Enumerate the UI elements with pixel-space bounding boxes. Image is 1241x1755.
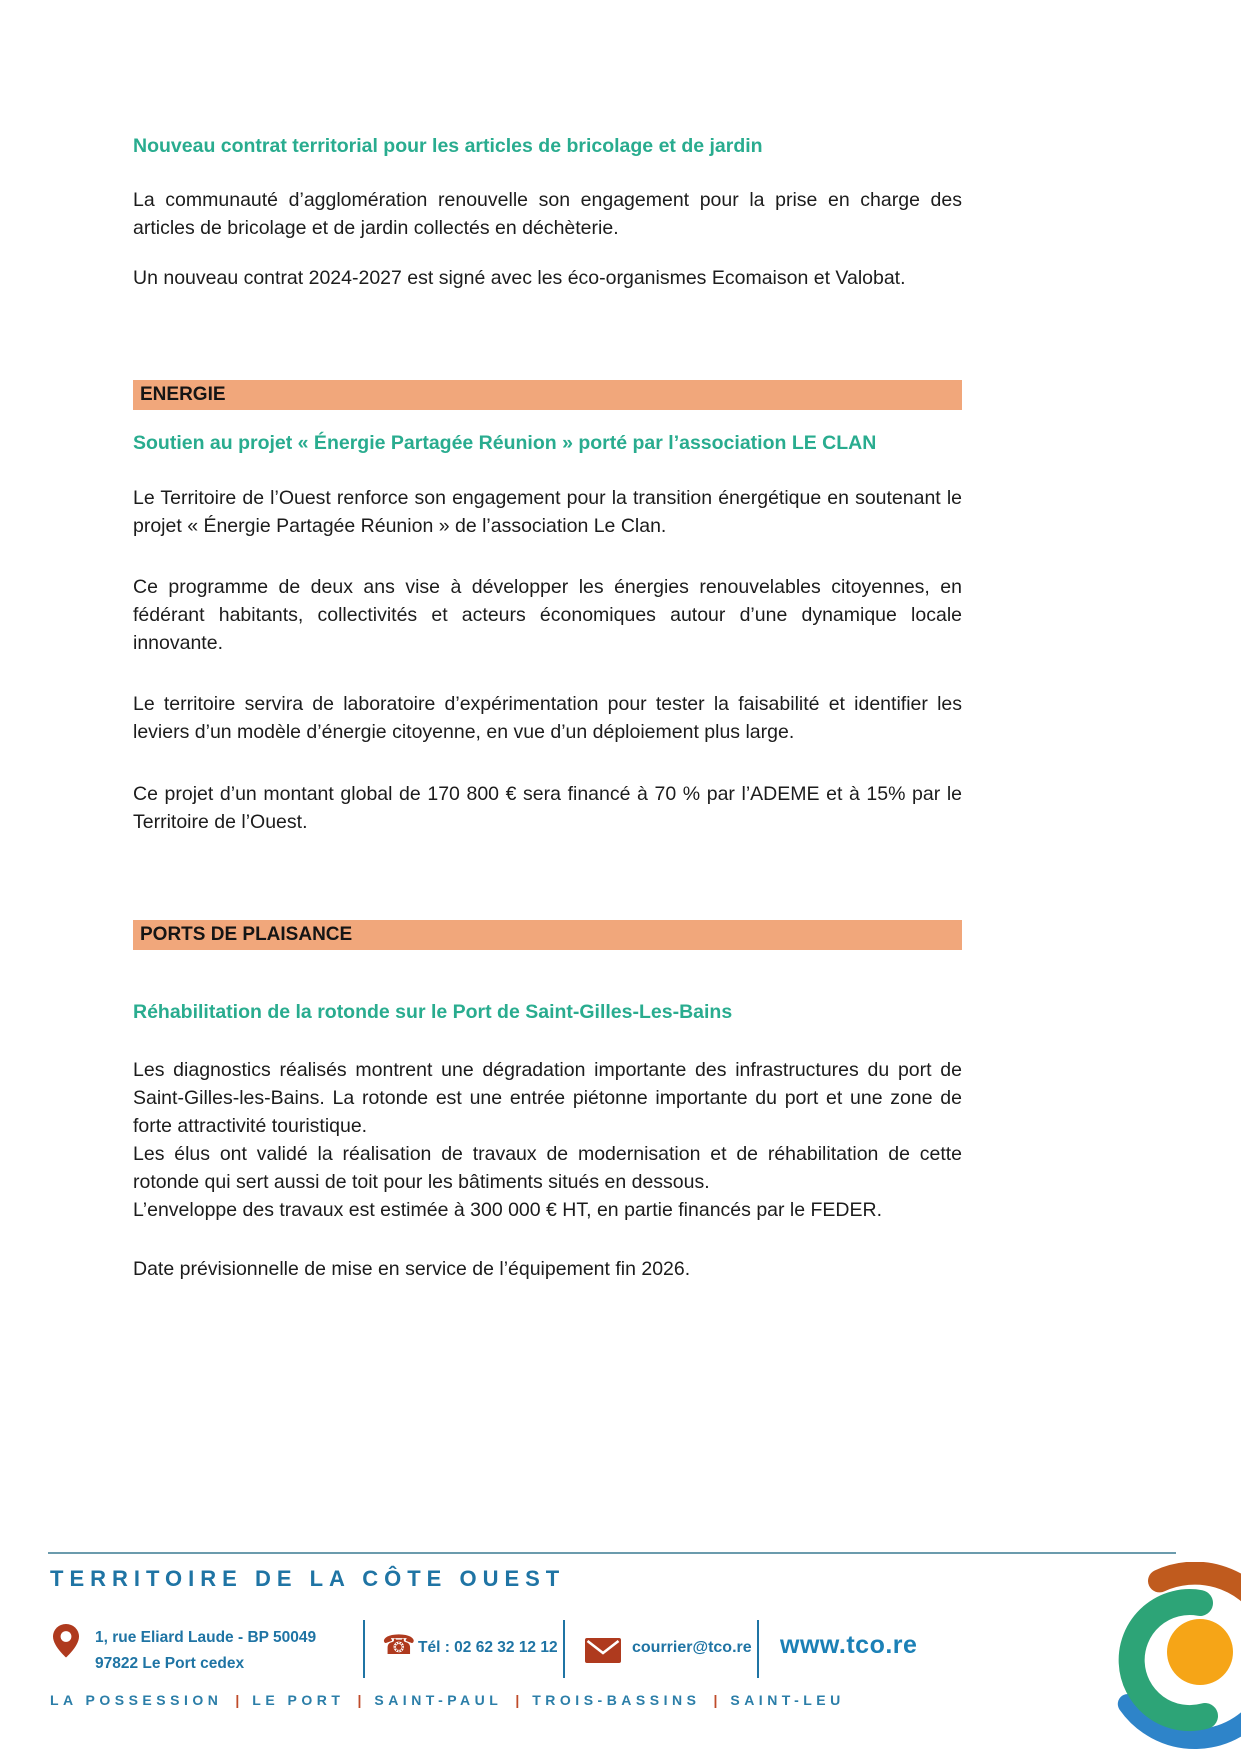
footer-city-list <box>50 1692 845 1708</box>
section-bricolage-heading: Nouveau contrat territorial pour les articles de bricolage et de jardin <box>133 135 763 157</box>
paragraph: Ce projet d’un montant global de 170 800 € sera financé à 70 % par l’ADEME et à 15% par le Territoire de l’Ouest. <box>133 783 962 833</box>
paragraph: Un nouveau contrat 2024-2027 est signé avec les éco-organismes Ecomaison et Valobat. <box>133 267 906 289</box>
city-name: SAINT-PAUL <box>374 1692 503 1708</box>
city-separator: | <box>713 1692 718 1708</box>
city-name: LE PORT <box>252 1692 345 1708</box>
phone-prefix: Tél : 02 62 <box>418 1639 498 1656</box>
paragraph: Le Territoire de l’Ouest renforce son engagement pour la transition énergétique en soutenant le projet « Énergie Partagée Réunion » de l’association Le Clan. <box>133 487 962 537</box>
website-link[interactable]: www.tco.re <box>780 1631 918 1659</box>
paragraph: Date prévisionnelle de mise en service de l’équipement fin 2026. <box>133 1258 691 1280</box>
footer-brand: TERRITOIRE DE LA CÔTE OUEST <box>50 1566 566 1591</box>
paragraph: Le territoire servira de laboratoire d’expérimentation pour tester la faisabilité et identifier les leviers d’un modèle d’énergie citoyenne, en vue d’un déploiement plus large. <box>133 693 962 743</box>
section-energie <box>133 380 962 836</box>
footer-address <box>95 1625 316 1677</box>
paragraph: Les élus ont validé la réalisation de travaux de modernisation et de réhabilitation de cette rotonde qui sert aussi de toit pour les bâtiments situés en dessous. <box>133 1143 962 1193</box>
city-separator: | <box>515 1692 520 1708</box>
footer-separator <box>563 1620 565 1678</box>
document-content <box>133 0 962 1283</box>
paragraph: La communauté d’agglomération renouvelle son engagement pour la prise en charge des articles de bricolage et de jardin collectés en déchèterie. <box>133 189 962 239</box>
city-name: LA POSSESSION <box>50 1692 223 1708</box>
ports-paragraph-block <box>133 1056 962 1224</box>
footer-divider-line <box>48 1552 1176 1554</box>
ports-banner: PORTS DE PLAISANCE <box>133 920 962 950</box>
city-separator: | <box>235 1692 240 1708</box>
footer-separator <box>757 1620 759 1678</box>
paragraph: Les diagnostics réalisés montrent une dégradation importante des infrastructures du port de Saint-Gilles-les-Bains. La rotonde est une entrée piétonne importante du port et une zone de forte attractivité touristique. <box>133 1059 962 1137</box>
energie-banner: ENERGIE <box>133 380 962 410</box>
section-energie-heading: Soutien au projet « Énergie Partagée Réunion » porté par l’association LE CLAN <box>133 432 877 454</box>
phone-bold-part: 32 12 12 <box>497 1639 558 1656</box>
phone-number <box>418 1639 558 1657</box>
footer-separator <box>363 1620 365 1678</box>
paragraph: L’enveloppe des travaux est estimée à 300 000 € HT, en partie financés par le FEDER. <box>133 1199 883 1221</box>
section-ports-heading: Réhabilitation de la rotonde sur le Port de Saint-Gilles-Les-Bains <box>133 1001 733 1023</box>
section-ports <box>133 920 962 1283</box>
location-pin-icon <box>53 1624 79 1663</box>
address-line-1: 1, rue Eliard Laude - BP 50049 <box>95 1629 317 1646</box>
city-name: TROIS-BASSINS <box>532 1692 701 1708</box>
phone-icon: ☎ <box>382 1630 416 1661</box>
email-link[interactable]: courrier@tco.re <box>632 1639 752 1656</box>
envelope-icon <box>585 1638 621 1668</box>
city-separator: | <box>357 1692 362 1708</box>
paragraph: Ce programme de deux ans vise à développer les énergies renouvelables citoyennes, en fédérant habitants, collectivités et acteurs économiques autour d’une dynamique locale innovante. <box>133 576 962 654</box>
address-line-2: 97822 Le Port cedex <box>95 1655 245 1672</box>
tco-logo <box>1090 1562 1241 1755</box>
city-name: SAINT-LEU <box>730 1692 845 1708</box>
section-bricolage <box>133 132 962 292</box>
